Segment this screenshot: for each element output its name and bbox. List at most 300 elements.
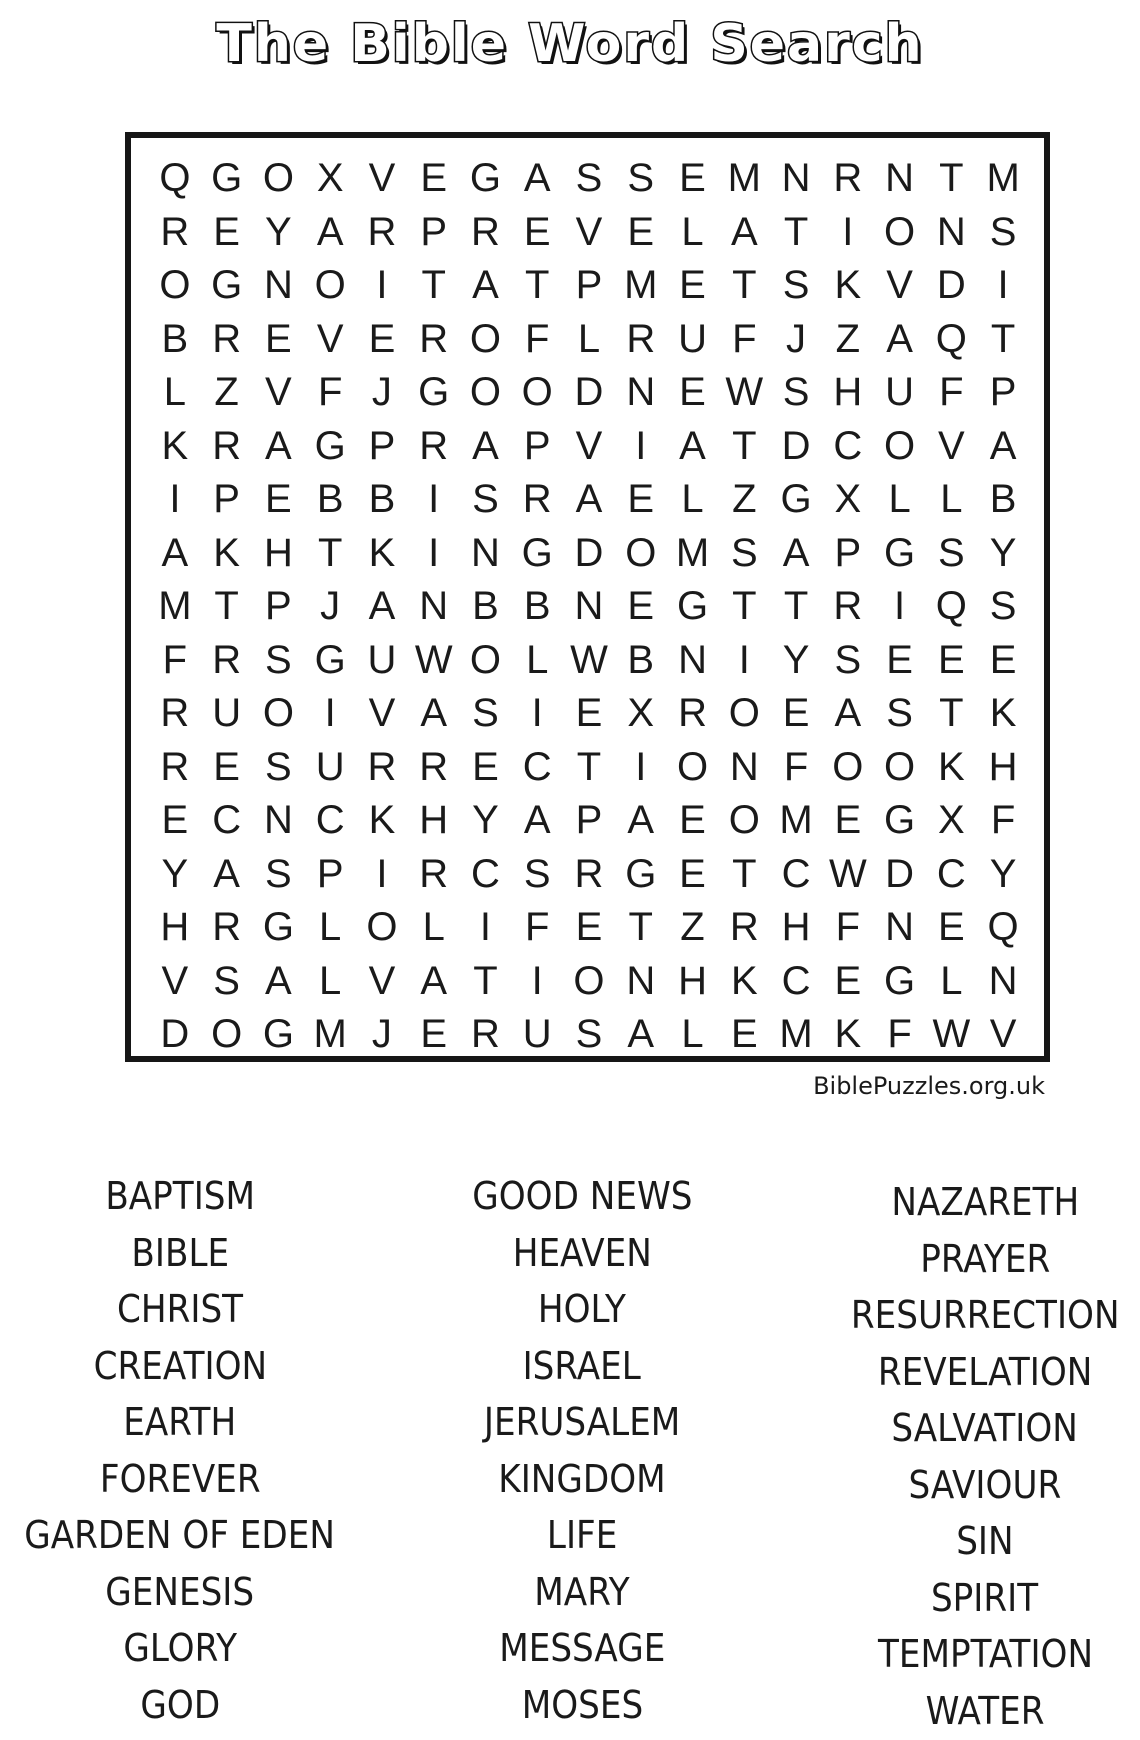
grid-letter[interactable]: E: [265, 316, 292, 361]
grid-letter[interactable]: E: [834, 958, 862, 1003]
grid-letter[interactable]: S: [730, 530, 758, 575]
grid-letter[interactable]: T: [421, 263, 446, 307]
grid-letter[interactable]: O: [573, 958, 605, 1003]
grid-letter[interactable]: G: [314, 423, 346, 468]
grid-letter[interactable]: Q: [935, 584, 967, 628]
grid-letter[interactable]: P: [834, 530, 862, 575]
grid-letter[interactable]: L: [940, 477, 963, 521]
grid-letter[interactable]: I: [531, 691, 543, 735]
grid-letter[interactable]: K: [161, 423, 189, 468]
grid-letter[interactable]: X: [627, 691, 655, 735]
grid-letter[interactable]: E: [368, 316, 396, 361]
grid-letter[interactable]: S: [834, 637, 862, 682]
grid-letter[interactable]: N: [574, 584, 604, 628]
grid-letter[interactable]: T: [732, 263, 757, 307]
grid-letter[interactable]: Y: [782, 637, 810, 682]
grid-letter[interactable]: V: [575, 423, 603, 468]
grid-letter[interactable]: F: [783, 744, 809, 789]
grid-letter[interactable]: I: [428, 530, 440, 575]
grid-letter[interactable]: I: [479, 905, 492, 949]
grid-letter[interactable]: D: [160, 1012, 190, 1056]
grid-letter[interactable]: U: [315, 744, 345, 789]
grid-letter[interactable]: K: [938, 744, 965, 789]
grid-letter[interactable]: M: [313, 1012, 347, 1056]
grid-letter[interactable]: F: [525, 905, 550, 949]
grid-letter[interactable]: N: [263, 263, 293, 307]
word-list-item: TEMPTATION: [877, 1632, 1093, 1676]
grid-letter[interactable]: X: [834, 477, 862, 521]
grid-letter[interactable]: E: [730, 1012, 758, 1056]
grid-letter[interactable]: E: [420, 1012, 448, 1056]
grid-letter[interactable]: R: [471, 1012, 500, 1056]
grid-letter[interactable]: I: [428, 477, 440, 521]
grid-letter[interactable]: L: [681, 1012, 704, 1056]
grid-letter[interactable]: B: [368, 477, 396, 521]
grid-letter[interactable]: U: [212, 691, 242, 735]
grid-letter[interactable]: S: [886, 691, 913, 735]
grid-letter[interactable]: G: [884, 798, 916, 842]
grid-letter[interactable]: R: [160, 744, 190, 789]
grid-letter[interactable]: I: [894, 584, 906, 628]
grid-letter[interactable]: R: [574, 851, 604, 896]
grid-letter[interactable]: R: [419, 744, 449, 789]
grid-letter[interactable]: A: [627, 1012, 655, 1056]
grid-letter[interactable]: W: [932, 1012, 971, 1056]
grid-letter[interactable]: M: [779, 798, 813, 842]
grid-letter[interactable]: N: [729, 744, 759, 789]
puzzle-grid-frame: [125, 132, 1050, 1062]
grid-letter[interactable]: A: [627, 798, 655, 842]
grid-letter[interactable]: O: [469, 370, 502, 414]
grid-letter[interactable]: S: [938, 530, 965, 575]
grid-letter[interactable]: B: [627, 637, 655, 682]
grid-letter[interactable]: A: [782, 530, 810, 575]
grid-letter[interactable]: R: [522, 477, 552, 521]
grid-letter[interactable]: H: [263, 530, 293, 575]
grid-letter[interactable]: B: [523, 584, 551, 628]
grid-letter[interactable]: R: [833, 584, 863, 628]
grid-letter[interactable]: L: [940, 958, 963, 1003]
grid-letter[interactable]: L: [681, 477, 704, 521]
grid-letter[interactable]: T: [939, 156, 964, 200]
grid-letter[interactable]: P: [265, 584, 292, 628]
grid-letter[interactable]: G: [884, 530, 916, 575]
grid-letter[interactable]: Y: [989, 530, 1017, 575]
grid-letter[interactable]: P: [989, 370, 1017, 414]
grid-letter[interactable]: A: [265, 423, 292, 468]
grid-letter[interactable]: U: [678, 316, 707, 361]
grid-letter[interactable]: J: [371, 1012, 392, 1056]
grid-letter[interactable]: G: [469, 156, 502, 200]
grid-letter[interactable]: F: [732, 316, 757, 361]
grid-letter[interactable]: N: [781, 156, 811, 200]
word-list-item: GARDEN OF EDEN: [24, 1513, 336, 1557]
grid-letter[interactable]: U: [522, 1012, 552, 1056]
grid-letter[interactable]: E: [161, 798, 189, 842]
grid-letter[interactable]: F: [525, 316, 550, 361]
grid-letter[interactable]: O: [262, 691, 294, 735]
grid-letter[interactable]: C: [212, 798, 242, 842]
grid-letter[interactable]: R: [367, 209, 397, 254]
grid-letter[interactable]: P: [316, 851, 344, 896]
grid-letter[interactable]: A: [730, 209, 758, 254]
grid-letter[interactable]: R: [212, 316, 242, 361]
grid-letter[interactable]: E: [213, 744, 240, 789]
grid-letter[interactable]: A: [472, 263, 499, 307]
grid-letter[interactable]: O: [625, 530, 657, 575]
grid-letter[interactable]: E: [627, 584, 655, 628]
grid-letter[interactable]: G: [521, 530, 553, 575]
grid-letter[interactable]: Y: [161, 851, 189, 896]
grid-letter[interactable]: I: [531, 958, 543, 1003]
grid-letter[interactable]: A: [213, 851, 240, 896]
grid-letter[interactable]: L: [319, 905, 342, 949]
grid-letter[interactable]: A: [472, 423, 499, 468]
grid-letter[interactable]: O: [262, 156, 294, 200]
grid-letter[interactable]: G: [211, 263, 243, 307]
grid-letter[interactable]: J: [786, 316, 807, 361]
grid-letter[interactable]: A: [368, 584, 396, 628]
grid-letter[interactable]: I: [324, 691, 336, 735]
grid-letter[interactable]: E: [265, 477, 292, 521]
grid-letter[interactable]: G: [625, 851, 657, 896]
grid-letter[interactable]: M: [675, 530, 710, 575]
grid-letter[interactable]: M: [986, 156, 1020, 200]
grid-letter[interactable]: U: [885, 370, 915, 414]
grid-letter[interactable]: A: [420, 691, 448, 735]
grid-letter[interactable]: I: [376, 851, 388, 896]
word-list-item: PRAYER: [919, 1236, 1050, 1281]
grid-letter[interactable]: I: [169, 477, 181, 521]
grid-letter[interactable]: E: [782, 691, 810, 735]
grid-letter[interactable]: V: [368, 958, 396, 1003]
grid-letter[interactable]: A: [679, 423, 706, 468]
grid-letter[interactable]: T: [783, 209, 809, 254]
grid-letter[interactable]: O: [676, 744, 709, 789]
grid-letter[interactable]: V: [368, 691, 396, 735]
grid-letter[interactable]: I: [635, 423, 647, 468]
grid-letter[interactable]: R: [212, 637, 242, 682]
grid-letter[interactable]: S: [989, 209, 1017, 254]
grid-letter[interactable]: B: [989, 477, 1017, 521]
grid-letter[interactable]: O: [469, 316, 502, 361]
grid-letter[interactable]: A: [316, 209, 344, 254]
grid-letter[interactable]: S: [265, 637, 292, 682]
grid-letter[interactable]: Y: [472, 798, 499, 842]
grid-letter[interactable]: Z: [214, 370, 239, 414]
grid-letter[interactable]: S: [472, 477, 499, 521]
grid-letter[interactable]: N: [936, 209, 966, 254]
grid-letter[interactable]: B: [472, 584, 499, 628]
grid-letter[interactable]: K: [989, 691, 1017, 735]
grid-letter[interactable]: E: [575, 905, 603, 949]
grid-letter[interactable]: K: [368, 798, 396, 842]
grid-letter[interactable]: Z: [680, 905, 705, 949]
grid-letter[interactable]: W: [570, 637, 608, 682]
grid-letter[interactable]: X: [938, 798, 965, 842]
grid-letter[interactable]: K: [834, 1012, 862, 1056]
grid-letter[interactable]: E: [989, 637, 1017, 682]
grid-letter[interactable]: G: [780, 477, 812, 521]
grid-letter[interactable]: G: [418, 370, 450, 414]
grid-letter[interactable]: T: [214, 584, 239, 628]
grid-letter[interactable]: E: [472, 744, 499, 789]
grid-letter[interactable]: A: [886, 316, 913, 361]
grid-letter[interactable]: S: [265, 851, 292, 896]
grid-letter[interactable]: A: [834, 691, 862, 735]
grid-letter[interactable]: R: [212, 905, 242, 949]
grid-letter[interactable]: R: [367, 744, 397, 789]
grid-letter[interactable]: R: [212, 423, 242, 468]
grid-letter[interactable]: N: [678, 637, 707, 682]
grid-letter[interactable]: L: [526, 637, 549, 682]
grid-letter[interactable]: V: [265, 370, 292, 414]
grid-letter[interactable]: R: [419, 851, 449, 896]
grid-letter[interactable]: W: [725, 370, 764, 414]
grid-letter[interactable]: E: [627, 209, 655, 254]
grid-letter[interactable]: T: [990, 316, 1016, 361]
grid-letter[interactable]: E: [679, 263, 706, 307]
grid-letter[interactable]: I: [738, 637, 750, 682]
word-list-item: FOREVER: [99, 1456, 261, 1501]
grid-letter[interactable]: F: [990, 798, 1016, 842]
grid-letter[interactable]: L: [163, 370, 186, 414]
grid-letter[interactable]: F: [835, 905, 861, 949]
grid-letter[interactable]: B: [316, 477, 344, 521]
grid-letter[interactable]: V: [368, 156, 396, 200]
grid-letter[interactable]: T: [473, 958, 498, 1003]
grid-letter[interactable]: T: [732, 851, 757, 896]
grid-letter[interactable]: Z: [835, 316, 861, 361]
grid-letter[interactable]: V: [938, 423, 965, 468]
grid-letter[interactable]: G: [262, 905, 294, 949]
grid-letter[interactable]: V: [161, 958, 189, 1003]
grid-letter[interactable]: V: [316, 316, 344, 361]
grid-letter[interactable]: K: [368, 530, 396, 575]
grid-letter[interactable]: I: [997, 263, 1009, 307]
grid-letter[interactable]: E: [679, 851, 706, 896]
grid-letter[interactable]: S: [627, 156, 655, 200]
letter-grid: [149, 152, 1029, 1062]
grid-letter[interactable]: T: [628, 905, 653, 949]
grid-letter[interactable]: R: [160, 209, 190, 254]
grid-letter[interactable]: Z: [732, 477, 757, 521]
grid-letter[interactable]: F: [317, 370, 343, 414]
grid-letter[interactable]: W: [414, 637, 453, 682]
word-list-item: MARY: [534, 1569, 630, 1614]
grid-letter[interactable]: C: [781, 851, 811, 896]
grid-letter[interactable]: D: [885, 851, 915, 896]
grid-letter[interactable]: C: [833, 423, 863, 468]
grid-letter[interactable]: I: [842, 209, 854, 254]
grid-letter[interactable]: F: [162, 637, 188, 682]
grid-letter[interactable]: R: [419, 316, 449, 361]
grid-letter[interactable]: I: [376, 263, 388, 307]
grid-letter[interactable]: Q: [159, 156, 191, 200]
grid-letter[interactable]: P: [575, 798, 603, 842]
grid-letter[interactable]: E: [575, 691, 603, 735]
grid-letter[interactable]: O: [884, 423, 916, 468]
grid-letter[interactable]: S: [265, 744, 292, 789]
grid-letter[interactable]: B: [161, 316, 189, 361]
grid-letter[interactable]: H: [988, 744, 1018, 789]
grid-letter[interactable]: S: [472, 691, 499, 735]
grid-letter[interactable]: D: [574, 530, 604, 575]
grid-letter[interactable]: D: [781, 423, 811, 468]
grid-letter[interactable]: T: [317, 530, 343, 575]
grid-letter[interactable]: K: [834, 263, 862, 307]
grid-letter[interactable]: W: [828, 851, 867, 896]
grid-letter[interactable]: U: [367, 637, 397, 682]
grid-letter[interactable]: P: [420, 209, 448, 254]
grid-letter[interactable]: O: [521, 370, 553, 414]
grid-letter[interactable]: E: [420, 156, 448, 200]
grid-letter[interactable]: M: [779, 1012, 813, 1056]
grid-letter[interactable]: R: [419, 423, 449, 468]
grid-letter[interactable]: L: [681, 209, 704, 254]
grid-letter[interactable]: L: [319, 958, 342, 1003]
grid-letter[interactable]: O: [314, 263, 346, 307]
grid-letter[interactable]: C: [471, 851, 500, 896]
grid-letter[interactable]: N: [885, 156, 915, 200]
grid-letter[interactable]: T: [939, 691, 964, 735]
grid-letter[interactable]: C: [315, 798, 345, 842]
grid-letter[interactable]: E: [886, 637, 913, 682]
grid-letter[interactable]: V: [575, 209, 603, 254]
grid-letter[interactable]: E: [627, 477, 655, 521]
grid-letter[interactable]: O: [832, 744, 864, 789]
grid-letter[interactable]: P: [213, 477, 240, 521]
grid-letter[interactable]: S: [575, 1012, 603, 1056]
grid-letter[interactable]: O: [884, 744, 916, 789]
grid-letter[interactable]: Q: [935, 316, 967, 361]
grid-letter[interactable]: E: [834, 798, 862, 842]
grid-letter[interactable]: T: [783, 584, 809, 628]
grid-letter[interactable]: A: [420, 958, 448, 1003]
grid-letter[interactable]: Q: [987, 905, 1019, 949]
word-list-item: WATER: [925, 1688, 1045, 1733]
grid-letter[interactable]: A: [523, 798, 551, 842]
grid-letter[interactable]: E: [938, 637, 965, 682]
word-list-item: MESSAGE: [498, 1626, 666, 1670]
grid-letter[interactable]: E: [523, 209, 551, 254]
grid-letter[interactable]: R: [626, 316, 656, 361]
grid-letter[interactable]: H: [781, 905, 811, 949]
grid-letter[interactable]: N: [626, 958, 656, 1003]
grid-letter[interactable]: V: [886, 263, 913, 307]
grid-letter[interactable]: T: [732, 423, 757, 468]
grid-letter[interactable]: S: [575, 156, 603, 200]
grid-letter[interactable]: G: [884, 958, 916, 1003]
grid-letter[interactable]: E: [213, 209, 240, 254]
grid-letter[interactable]: N: [626, 370, 656, 414]
word-list-item: NAZARETH: [891, 1180, 1079, 1224]
grid-letter[interactable]: Y: [265, 209, 292, 254]
grid-letter[interactable]: S: [213, 958, 240, 1003]
grid-letter[interactable]: H: [678, 958, 707, 1003]
grid-letter[interactable]: I: [635, 744, 647, 789]
grid-letter[interactable]: O: [884, 209, 916, 254]
grid-letter[interactable]: P: [575, 263, 603, 307]
grid-letter[interactable]: O: [469, 637, 502, 682]
grid-letter[interactable]: J: [320, 584, 341, 628]
grid-letter[interactable]: T: [576, 744, 602, 789]
grid-letter[interactable]: G: [262, 1012, 294, 1056]
grid-letter[interactable]: A: [523, 156, 551, 200]
grid-letter[interactable]: E: [679, 798, 706, 842]
grid-letter[interactable]: T: [732, 584, 757, 628]
grid-letter[interactable]: K: [730, 958, 758, 1003]
word-list-column-1: [0, 1168, 380, 1733]
grid-letter[interactable]: N: [988, 958, 1018, 1003]
grid-letter[interactable]: H: [419, 798, 449, 842]
grid-letter[interactable]: V: [989, 1012, 1017, 1056]
grid-letter[interactable]: S: [782, 263, 810, 307]
grid-letter[interactable]: R: [729, 905, 759, 949]
grid-letter[interactable]: A: [161, 530, 189, 575]
grid-letter[interactable]: P: [523, 423, 551, 468]
grid-letter[interactable]: R: [678, 691, 707, 735]
grid-letter[interactable]: C: [936, 851, 966, 896]
grid-letter[interactable]: M: [624, 263, 658, 307]
grid-letter[interactable]: F: [887, 1012, 912, 1056]
grid-letter[interactable]: M: [727, 156, 761, 200]
grid-letter[interactable]: G: [676, 584, 709, 628]
grid-letter[interactable]: D: [936, 263, 966, 307]
grid-letter[interactable]: O: [366, 905, 398, 949]
grid-letter[interactable]: N: [263, 798, 293, 842]
grid-letter[interactable]: D: [574, 370, 604, 414]
grid-letter[interactable]: M: [158, 584, 192, 628]
grid-letter[interactable]: S: [989, 584, 1017, 628]
grid-letter[interactable]: L: [422, 905, 445, 949]
grid-letter[interactable]: O: [211, 1012, 243, 1056]
grid-letter[interactable]: L: [577, 316, 601, 361]
grid-letter[interactable]: N: [471, 530, 500, 575]
grid-letter[interactable]: A: [575, 477, 603, 521]
grid-letter[interactable]: P: [368, 423, 396, 468]
grid-letter[interactable]: R: [833, 156, 863, 200]
grid-letter[interactable]: A: [989, 423, 1017, 468]
grid-letter[interactable]: K: [213, 530, 240, 575]
grid-letter[interactable]: N: [419, 584, 449, 628]
grid-letter[interactable]: A: [265, 958, 292, 1003]
grid-letter[interactable]: J: [371, 370, 392, 414]
grid-letter[interactable]: E: [679, 370, 706, 414]
grid-letter[interactable]: H: [160, 905, 190, 949]
grid-letter[interactable]: L: [888, 477, 911, 521]
grid-letter[interactable]: G: [314, 637, 346, 682]
grid-letter[interactable]: R: [471, 209, 500, 254]
grid-letter[interactable]: S: [782, 370, 810, 414]
grid-letter[interactable]: T: [525, 263, 550, 307]
grid-letter[interactable]: F: [939, 370, 964, 414]
grid-letter[interactable]: O: [159, 263, 191, 307]
grid-letter[interactable]: E: [679, 156, 706, 200]
grid-letter[interactable]: Y: [989, 851, 1017, 896]
grid-letter[interactable]: H: [833, 370, 863, 414]
grid-letter[interactable]: G: [211, 156, 243, 200]
grid-letter[interactable]: X: [316, 156, 344, 200]
grid-letter[interactable]: R: [160, 691, 190, 735]
grid-letter[interactable]: O: [728, 798, 760, 842]
grid-letter[interactable]: C: [781, 958, 811, 1003]
grid-letter[interactable]: C: [522, 744, 552, 789]
grid-letter[interactable]: S: [523, 851, 551, 896]
grid-letter[interactable]: E: [938, 905, 965, 949]
grid-letter[interactable]: N: [885, 905, 915, 949]
grid-letter[interactable]: O: [728, 691, 760, 735]
